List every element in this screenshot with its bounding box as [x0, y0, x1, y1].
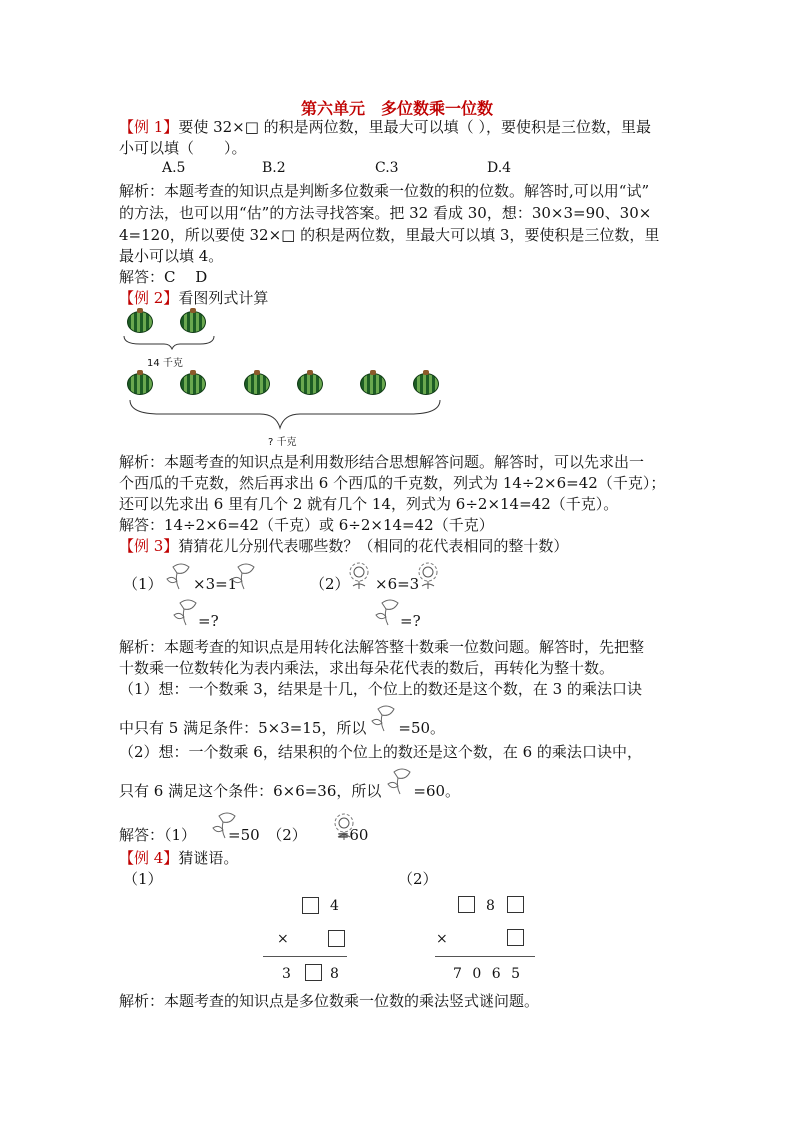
ex2-analysis-3: 还可以先求出 6 里有几个 2 就有几个 14，列式为 6÷2×14=42（千克）。 [119, 495, 619, 513]
ex1-q1: 要使 32×□ 的积是两位数，里最大可以填（ ），要使积是三位数，里最 [178, 118, 651, 136]
ex1-analysis-2: 的方法，也可以用“估”的方法寻找答案。把 32 看成 30，想：30×3=90、30× [119, 204, 652, 222]
ex2-label-14kg: 14 千克 [147, 358, 183, 369]
ex3-a1-pre: 中只有 5 满足条件：5×3=15，所以 [119, 719, 367, 737]
watermelon-icon [297, 373, 323, 395]
watermelon-icon [360, 373, 386, 395]
ex2-tag: 【例 2】 [119, 289, 179, 307]
ex3-a2-pre: 只有 6 满足这个条件：6×6=36，所以 [119, 782, 382, 800]
ex2-analysis-2: 个西瓜的千克数，然后再求出 6 个西瓜的千克数，列式为 14÷2×6=42（千克）； [119, 474, 666, 492]
ex3-ans-pre: 解答：（1） [119, 826, 197, 844]
ex3-p2-question: =? [400, 612, 421, 630]
ex4-p2-box-units [507, 896, 524, 913]
ex1-tag: 【例 1】 [119, 118, 179, 136]
ex4-p1-times: × [277, 931, 289, 947]
ex4-p2-times: × [436, 931, 448, 947]
ex2-q: 看图列式计算 [178, 289, 269, 307]
watermelon-icon [180, 311, 206, 333]
ex3-ans-mid: =50 （2） [228, 826, 307, 844]
ex3-analysis-2: 十数乘一位数转化为表内乘法，求出每朵花代表的数后，再转化为整十数。 [119, 659, 615, 677]
sunflower-icon [413, 560, 443, 590]
brace-large [120, 398, 450, 430]
ex1-question-line2: 小可以填（ ）。 [119, 139, 247, 157]
ex3-ans-post: =60 [336, 826, 369, 844]
ex3-p1-question: =? [198, 612, 219, 630]
ex1-option-c: C.3 [375, 160, 399, 176]
brace-small [120, 334, 220, 350]
ex4-p2-label: （2） [398, 870, 438, 888]
watermelon-icon [127, 311, 153, 333]
watermelon-icon [180, 373, 206, 395]
sunflower-icon [344, 560, 374, 590]
ex3-q: 猜猜花儿分别代表哪些数？（相同的花代表相同的整十数） [178, 537, 569, 555]
ex3-p1-label: （1） [123, 575, 163, 593]
ex3-p2-label: （2） [310, 575, 350, 593]
morning-glory-flower-icon [163, 561, 193, 591]
ex1-option-a: A.5 [162, 160, 186, 176]
morning-glory-flower-icon [372, 597, 402, 627]
ex3-a2-post: =60。 [413, 782, 461, 800]
ex3-analysis-1: 解析：本题考查的知识点是用转化法解答整十数乘一位数问题。解答时，先把整 [119, 638, 645, 656]
watermelon-icon [127, 373, 153, 395]
watermelon-icon [413, 373, 439, 395]
ex4-p1-box-result [305, 964, 322, 981]
ex4-p2-top-digit: 8 [486, 898, 495, 914]
ex4-p1-box-tens [302, 897, 319, 914]
morning-glory-flower-icon [209, 810, 239, 840]
ex3-tag: 【例 3】 [119, 537, 179, 555]
ex4-p2-box-multiplier [507, 929, 524, 946]
ex1-option-d: D.4 [487, 160, 512, 176]
ex4-p1-box-multiplier [328, 930, 345, 947]
ex3-p2-equation: ×6=3 [375, 575, 420, 593]
ex1-analysis-3: 4=120，所以要使 32×□ 的积是两位数，里最大可以填 3，要使积是三位数，里 [119, 226, 660, 244]
sunflower-icon [329, 811, 359, 841]
ex1-question-line1 [119, 116, 651, 138]
watermelon-icon [244, 373, 270, 395]
morning-glory-flower-icon [368, 703, 398, 733]
ex4-tag: 【例 4】 [119, 849, 179, 867]
morning-glory-flower-icon [384, 766, 414, 796]
ex3-analysis-4: （2）想：一个数乘 6，结果积的个位上的数还是这个数，在 6 的乘法口诀中， [119, 743, 642, 761]
ex2-analysis-1: 解析：本题考查的知识点是利用数形结合思想解答问题。解答时，可以先求出一 [119, 453, 645, 471]
morning-glory-flower-icon [170, 597, 200, 627]
ex3-a1-post: =50。 [398, 719, 446, 737]
page-title: 第六单元 多位数乘一位数 [300, 99, 493, 118]
ex2-label-unknown: ? 千克 [268, 437, 297, 448]
ex4-analysis: 解析：本题考查的知识点是多位数乘一位数的乘法竖式谜问题。 [119, 992, 540, 1010]
ex4-p1-label: （1） [123, 870, 163, 888]
ex2-answer: 解答：14÷2×6=42（千克）或 6÷2×14=42（千克） [119, 516, 494, 534]
ex1-analysis-1: 解析：本题考查的知识点是判断多位数乘一位数的积的位数。解答时,可以用“试” [119, 182, 650, 200]
ex2-question [119, 287, 268, 309]
ex3-question [119, 535, 568, 557]
ex4-p1-rule [263, 956, 347, 957]
ex4-q: 猜谜语。 [178, 849, 239, 867]
ex4-p1-top-digit: 4 [330, 898, 339, 914]
ex3-analysis-3: （1）想：一个数乘 3，结果是十几，个位上的数还是这个数，在 3 的乘法口诀 [119, 680, 642, 698]
morning-glory-flower-icon [228, 561, 258, 591]
ex1-answer: 解答：C D [119, 268, 208, 286]
ex3-p1-equation: ×3=1 [193, 575, 238, 593]
ex4-question [119, 847, 238, 869]
ex1-analysis-4: 最小可以填 4。 [119, 247, 224, 265]
ex4-p1-result-units: 8 [330, 966, 339, 982]
ex4-p1-result-hundreds: 3 [282, 966, 291, 982]
ex4-p2-result: 7 0 6 5 [453, 966, 523, 982]
ex4-p2-rule [435, 956, 535, 957]
ex1-option-b: B.2 [262, 160, 286, 176]
ex4-p2-box-hundreds [458, 896, 475, 913]
